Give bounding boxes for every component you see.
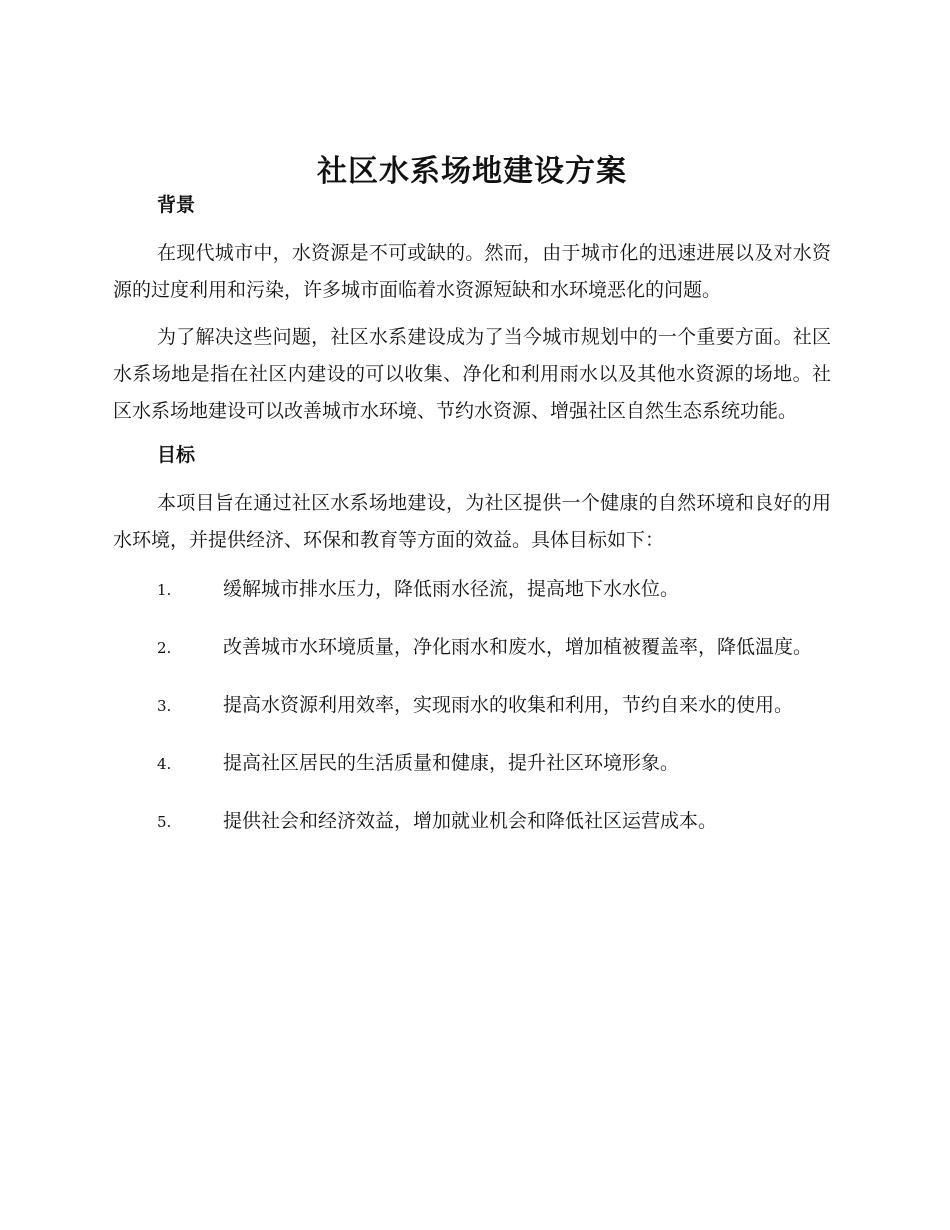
list-item-text: 提高水资源利用效率，实现雨水的收集和利用，节约自来水的使用。 xyxy=(223,694,794,716)
goals-list-item-3 xyxy=(113,685,831,726)
goals-list-item-1 xyxy=(113,569,831,610)
goals-list-item-4 xyxy=(113,743,831,784)
list-number: 1. xyxy=(157,581,172,599)
section-heading-goals: 目标 xyxy=(157,444,196,466)
list-number: 3. xyxy=(157,697,172,715)
list-item-text: 改善城市水环境质量，净化雨水和废水，增加植被覆盖率，降低温度。 xyxy=(223,636,813,658)
list-item-text: 提供社会和经济效益，增加就业机会和降低社区运营成本。 xyxy=(223,810,718,832)
list-number: 5. xyxy=(157,813,172,831)
list-item-text: 缓解城市排水压力，降低雨水径流，提高地下水水位。 xyxy=(223,578,680,600)
document-title: 社区水系场地建设方案 xyxy=(317,154,627,189)
list-item-text: 提高社区居民的生活质量和健康，提升社区环境形象。 xyxy=(223,752,680,774)
section-heading-background: 背景 xyxy=(157,194,196,216)
goals-list xyxy=(113,569,831,842)
goals-list-item-5 xyxy=(113,801,831,842)
goals-intro-paragraph: 本项目旨在通过社区水系场地建设，为社区提供一个健康的自然环境和良好的用水环境，并提供经济、环保和教育等方面的效益。具体目标如下： xyxy=(113,492,831,551)
list-number: 2. xyxy=(157,639,172,657)
background-paragraph-2: 为了解决这些问题，社区水系建设成为了当今城市规划中的一个重要方面。社区水系场地是指在社区内建设的可以收集、净化和利用雨水以及其他水资源的场地。社区水系场地建设可以改善城市水环境、节约水资源、增强社区自然生态系统功能。 xyxy=(113,326,831,422)
document-page xyxy=(113,140,831,859)
background-paragraph-1: 在现代城市中，水资源是不可或缺的。然而，由于城市化的迅速进展以及对水资源的过度利用和污染，许多城市面临着水资源短缺和水环境恶化的问题。 xyxy=(113,242,831,301)
goals-list-item-2 xyxy=(113,627,831,668)
list-number: 4. xyxy=(157,755,172,773)
